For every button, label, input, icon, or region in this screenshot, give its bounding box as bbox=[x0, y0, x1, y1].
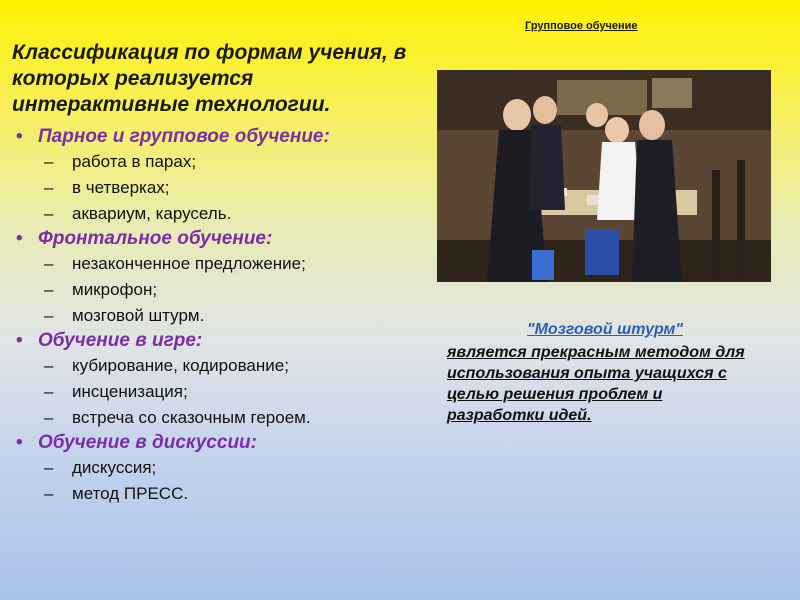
bullet-icon: • bbox=[16, 432, 23, 453]
dash-icon: – bbox=[44, 356, 54, 375]
quote-heading: "Мозговой штурм" bbox=[527, 321, 683, 338]
slide-title: Классификация по формам учения, в которых реализуется интерактивные технологии. bbox=[12, 41, 407, 116]
bullet-icon: • bbox=[16, 330, 23, 351]
dash-icon: – bbox=[44, 306, 54, 325]
bullet-icon: • bbox=[16, 228, 23, 249]
section-frontal bbox=[12, 227, 432, 251]
section-label: Фронтальное обучение: bbox=[38, 228, 273, 249]
dash-icon: – bbox=[44, 458, 54, 477]
classroom-photo-illustration bbox=[437, 70, 771, 282]
section-pair-group bbox=[12, 125, 432, 149]
dash-icon: – bbox=[44, 254, 54, 273]
list-item: – мозговой штурм. bbox=[12, 303, 432, 329]
list-item: – работа в парах; bbox=[12, 149, 432, 175]
section-label: Обучение в дискуссии: bbox=[38, 432, 257, 453]
bullet-icon: • bbox=[16, 126, 23, 147]
classroom-photo bbox=[437, 70, 771, 282]
list-item: – метод ПРЕСС. bbox=[12, 481, 432, 507]
list-item: – дискуссия; bbox=[12, 455, 432, 481]
dash-icon: – bbox=[44, 204, 54, 223]
dash-icon: – bbox=[44, 408, 54, 427]
list-item: – кубирование, кодирование; bbox=[12, 353, 432, 379]
section-label: Парное и групповое обучение: bbox=[38, 126, 330, 147]
section-game bbox=[12, 329, 432, 353]
dash-icon: – bbox=[44, 178, 54, 197]
list-item: – встреча со сказочным героем. bbox=[12, 405, 432, 431]
quote-text: является прекрасным методом для использования опыта учащихся с целью решения проблем и разработки идей. bbox=[447, 344, 745, 424]
dash-icon: – bbox=[44, 484, 54, 503]
list-item: – микрофон; bbox=[12, 277, 432, 303]
dash-icon: – bbox=[44, 280, 54, 299]
classification-outline bbox=[12, 125, 432, 507]
list-item: – инсценизация; bbox=[12, 379, 432, 405]
dash-icon: – bbox=[44, 152, 54, 171]
list-item: – незаконченное предложение; bbox=[12, 251, 432, 277]
section-discussion bbox=[12, 431, 432, 455]
list-item: – в четверках; bbox=[12, 175, 432, 201]
dash-icon: – bbox=[44, 382, 54, 401]
section-label: Обучение в игре: bbox=[38, 330, 203, 351]
photo-caption: Групповое обучение bbox=[525, 20, 638, 32]
list-item: – аквариум, карусель. bbox=[12, 201, 432, 227]
